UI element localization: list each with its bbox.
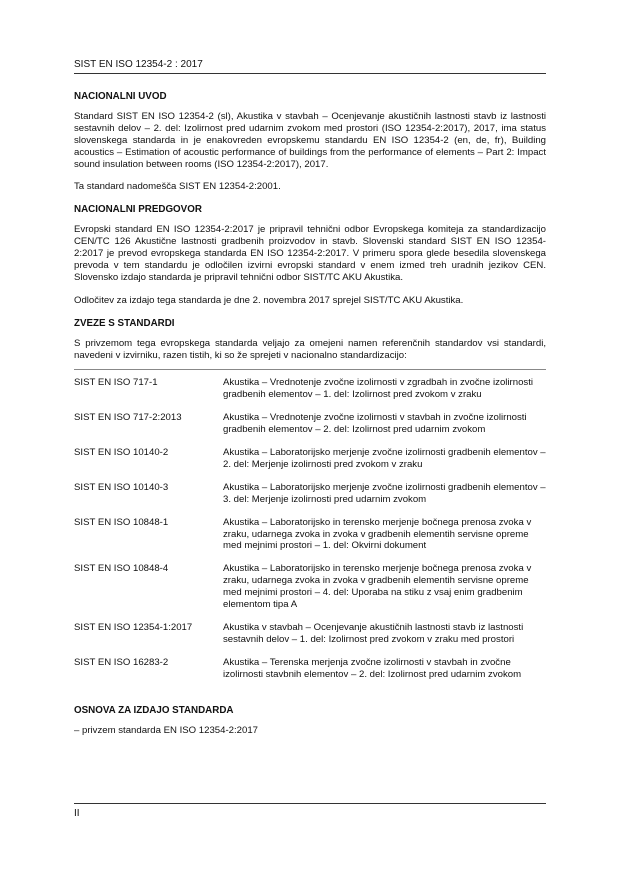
reference-row bbox=[74, 412, 546, 436]
reference-title: Akustika – Laboratorijsko merjenje zvočne izolirnosti gradbenih elementov – 3. del: Merjenje izolirnosti pred udarnim zvokom bbox=[223, 481, 546, 505]
reference-code: SIST EN ISO 10848-4 bbox=[74, 563, 169, 575]
section-osnova-za-izdajo bbox=[74, 705, 546, 737]
reference-row bbox=[74, 377, 546, 401]
reference-code: SIST EN ISO 10848-1 bbox=[74, 516, 169, 528]
paragraph: S privzemom tega evropskega standarda veljajo za omejeni namen referenčnih standardov vsi standardi, navedeni v izvirniku, razen tistih, ki so že sprejeti v nacionalno standardizacijo: bbox=[74, 337, 546, 361]
reference-code: SIST EN ISO 16283-2 bbox=[74, 656, 169, 668]
reference-code: SIST EN ISO 10140-2 bbox=[74, 447, 169, 459]
content bbox=[74, 91, 546, 747]
section-nacionalni-uvod bbox=[74, 91, 546, 193]
reference-title: Akustika – Terenska merjenja zvočne izolirnosti v stavbah in zvočne izolirnosti stavbnih elementov – 2. del: Izolirnost pred udarnim zvokom bbox=[223, 656, 522, 680]
reference-title: Akustika – Laboratorijsko merjenje zvočne izolirnosti gradbenih elementov – 2. del: Merjenje izolirnosti pred zvokom v zraku bbox=[223, 447, 546, 470]
footer-divider bbox=[74, 803, 546, 804]
reference-row bbox=[74, 657, 546, 681]
paragraph: Standard SIST EN ISO 12354-2 (sl), Akustika v stavbah – Ocenjevanje akustičnih lastnosti stavb iz lastnosti sestavnih delov – 2. del: Izolirnost pred udarnim zvokom med prostori (ISO 12354-2:2017), 2017, ima status slovenskega standarda in je enakovreden evropskemu standardu EN ISO 12354-2 (en, de, fr), Building acoustics – Estimation of acoustic performance of buildings from the performance of elements – Part 2: Impact sound insulation between rooms (ISO 12354-2:2017), 2017. bbox=[74, 110, 546, 170]
section-heading: NACIONALNI PREDGOVOR bbox=[74, 204, 202, 216]
reference-code: SIST EN ISO 717-2:2013 bbox=[74, 412, 182, 424]
header-divider bbox=[74, 73, 546, 74]
section-heading: NACIONALNI UVOD bbox=[74, 91, 167, 102]
reference-title: Akustika – Laboratorijsko in terensko merjenje bočnega prenosa zvoka v zraku, udarnega zvoka in zvoka v gradbenih elementih servisne opreme med mejnimi prostori – 4. del: Uporaba na stiku z vsaj enim gradbenim elementom tipa A bbox=[223, 563, 532, 611]
reference-title: Akustika v stavbah – Ocenjevanje akustičnih lastnosti stavb iz lastnosti sestavnih delov – 1. del: Izolirnost pred zvokom v zraku med prostori bbox=[223, 622, 524, 645]
paragraph: – privzem standarda EN ISO 12354-2:2017 bbox=[74, 724, 258, 736]
paragraph: Evropski standard EN ISO 12354-2:2017 je pripravil tehnični odbor Evropskega komiteja za standardizacijo CEN/TC 126 Akustične lastnosti gradbenih proizvodov in stavb. Slovenski standard SIST EN ISO 12354-2:2017 je prevod evropskega standarda EN ISO 12354-2:2017. V primeru spora glede besedila slovenskega prevoda v tem standardu je odločilen izvirni evropski standard v enem izmed treh uradnih jezikov CEN. Slovensko izdajo standarda je pripravil tehnični odbor SIST/TC AKU Akustika. bbox=[74, 224, 546, 283]
reference-row bbox=[74, 447, 546, 471]
reference-title: Akustika – Vrednotenje zvočne izolirnosti v stavbah in zvočne izolirnosti gradbenih elementov – 2. del: Izolirnost pred udarnim zvokom bbox=[223, 412, 527, 436]
reference-code: SIST EN ISO 10140-3 bbox=[74, 481, 169, 493]
paragraph: Odločitev za izdajo tega standarda je dne 2. novembra 2017 sprejel SIST/TC AKU Akustika. bbox=[74, 294, 464, 306]
reference-list bbox=[74, 369, 546, 680]
section-nacionalni-predgovor bbox=[74, 204, 546, 306]
section-heading: ZVEZE S STANDARDI bbox=[74, 317, 175, 329]
section-zveze-s-standardi bbox=[74, 318, 546, 681]
reference-row bbox=[74, 517, 546, 553]
section-heading: OSNOVA ZA IZDAJO STANDARDA bbox=[74, 704, 234, 716]
reference-title: Akustika – Vrednotenje zvočne izolirnosti v zgradbah in zvočne izolirnosti gradbenih elementov – 1. del: Izolirnost pred zvokom v zraku bbox=[223, 377, 534, 401]
reference-row bbox=[74, 482, 546, 506]
reference-row bbox=[74, 563, 546, 611]
reference-row bbox=[74, 622, 546, 646]
reference-code: SIST EN ISO 12354-1:2017 bbox=[74, 622, 193, 633]
page-number: II bbox=[74, 808, 80, 819]
paragraph: Ta standard nadomešča SIST EN 12354-2:2001. bbox=[74, 181, 281, 193]
document-header: SIST EN ISO 12354-2 : 2017 bbox=[74, 59, 203, 70]
reference-code: SIST EN ISO 717-1 bbox=[74, 377, 158, 389]
reference-title: Akustika – Laboratorijsko in terensko merjenje bočnega prenosa zvoka v zraku, udarnega zvoka in zvoka v gradbenih elementih servisne opreme med mejnimi prostori – 1. del: Okvirni dokument bbox=[223, 516, 532, 552]
